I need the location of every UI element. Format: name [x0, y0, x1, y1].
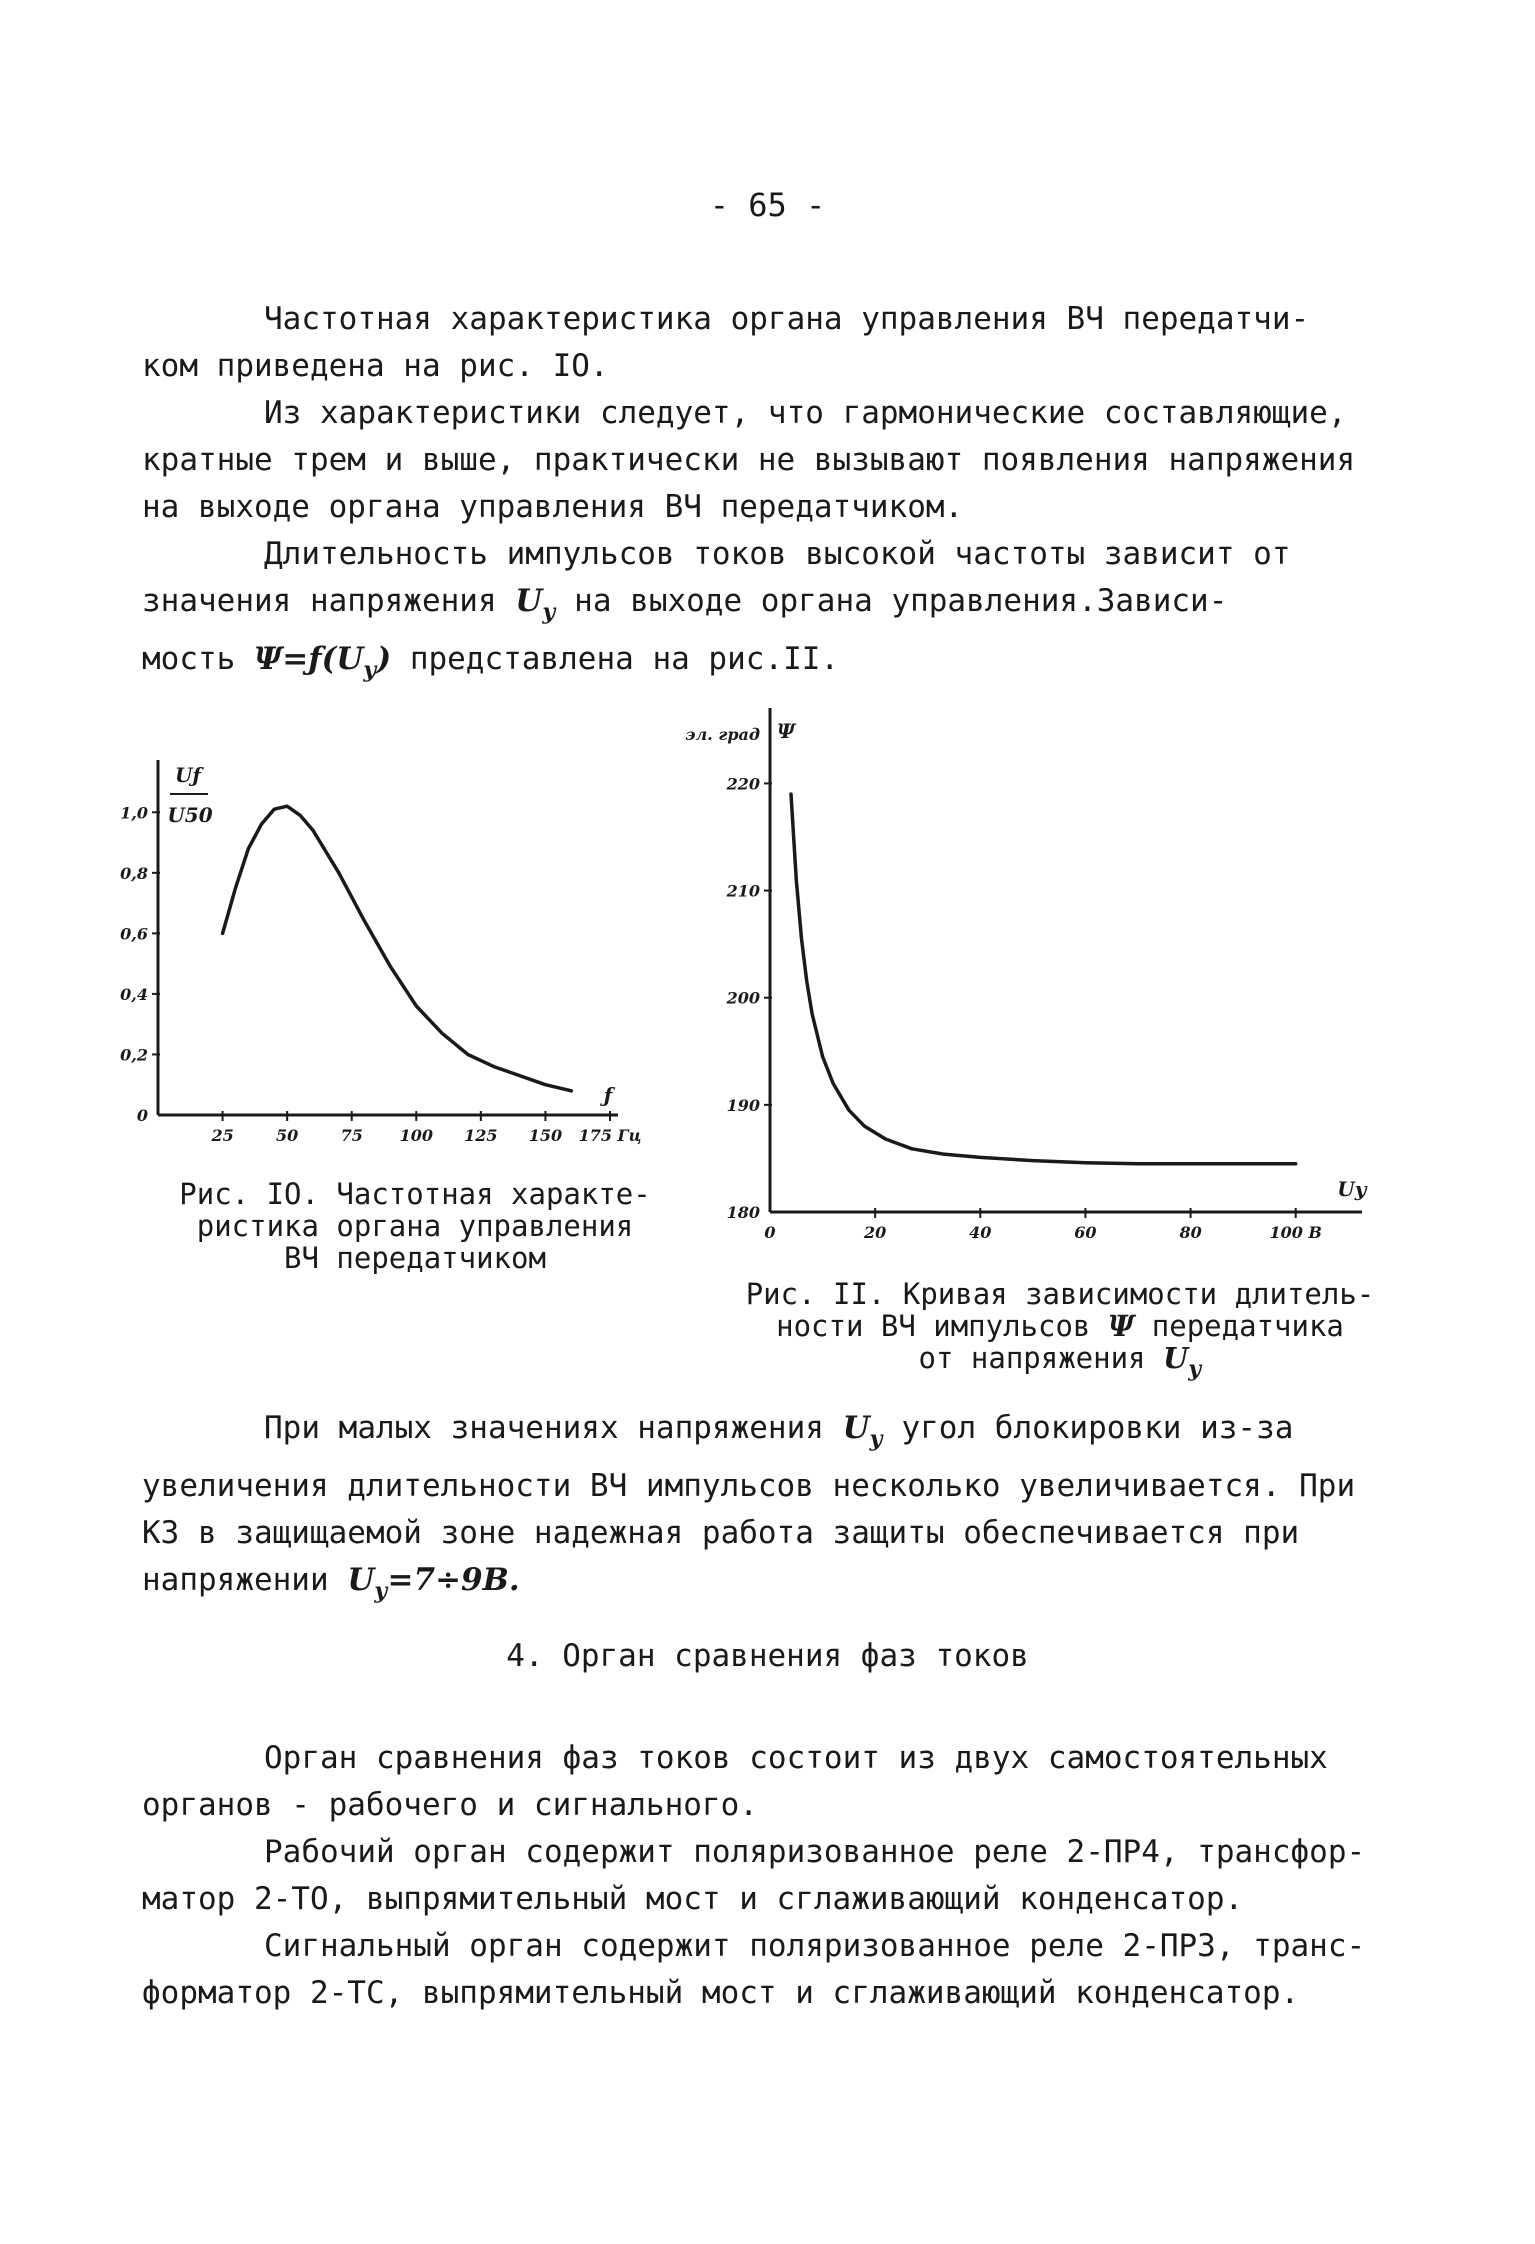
text-line: представлена на рис.II. [391, 641, 840, 677]
y-tick-label: 180 [726, 1203, 760, 1222]
text-line: Из характеристики следует, что гармонические составляющие, [264, 395, 1347, 431]
text-line: форматор 2-ТС, выпрямительный мост и сглаживающий конденсатор. [142, 1975, 1300, 2011]
x-tick-label: 150 [528, 1126, 563, 1145]
x-tick-label: 60 [1074, 1223, 1097, 1242]
math-u: U [842, 1410, 870, 1446]
text-line: напряжении [142, 1562, 348, 1598]
math-sub-y: у [1188, 1356, 1202, 1382]
text-line: на выходе органа управления ВЧ передатчиком. [142, 489, 964, 525]
text-line: матор 2-ТО, выпрямительный мост и сглаживающий конденсатор. [142, 1881, 1244, 1917]
caption-line: Рис. II. Кривая зависимости длитель- [745, 1277, 1375, 1311]
math-voltage-range: =7÷9В. [387, 1562, 520, 1598]
text-line: угол блокировки из-за [882, 1410, 1294, 1446]
page-number: - 65 - [709, 186, 826, 224]
caption-line: от напряжения [918, 1341, 1163, 1375]
y-tick-label: 0,2 [120, 1045, 148, 1065]
paragraph-phase-comparison [142, 1735, 1402, 1829]
math-sub-y: у [374, 1578, 388, 1604]
caption-line: ности ВЧ импульсов [776, 1309, 1108, 1343]
math-u: U [1162, 1341, 1189, 1375]
x-tick-label: 50 [276, 1126, 299, 1145]
y-tick-label: 0 [136, 1106, 148, 1125]
paragraph-low-voltage [142, 1405, 1402, 1615]
y-tick-label: 0,4 [120, 984, 148, 1004]
x-axis-label: ƒ [603, 1083, 613, 1107]
x-tick-label: 40 [969, 1223, 992, 1242]
y-tick-label: 0,8 [120, 863, 148, 883]
x-tick-label: 0 [764, 1223, 776, 1242]
y-tick-label: 220 [726, 774, 760, 794]
text-line: кратные трем и выше, практически не вызывают появления напряжения [142, 442, 1356, 478]
x-tick-label: 80 [1179, 1223, 1202, 1242]
y-tick-label: 0,6 [120, 924, 148, 944]
y-tick-label: 200 [726, 988, 760, 1008]
x-tick-label: 75 [340, 1126, 363, 1145]
caption-line: передатчика [1134, 1309, 1344, 1343]
paragraph-working-organ [142, 1829, 1402, 1923]
math-sub-y: у [869, 1426, 883, 1452]
caption-line: ристика органа управления [196, 1209, 634, 1243]
text-line: Сигнальный орган содержит поляризованное реле 2-ПР3, транс- [264, 1928, 1366, 1964]
y-axis-unit: эл. град [685, 725, 760, 744]
x-tick-label: 125 [464, 1126, 498, 1145]
psi-symbol: Ψ [1107, 1309, 1135, 1343]
series-line [791, 794, 1296, 1164]
text-line: мость [142, 641, 254, 677]
x-tick-label: 100 В [1269, 1223, 1322, 1242]
math-sub-y: у [363, 657, 377, 683]
text-line: на выходе органа управления.Зависи- [555, 583, 1228, 619]
y-axis-label: Ψ [776, 719, 796, 743]
math-u: U [515, 583, 543, 619]
y-tick-label: 1,0 [120, 803, 148, 823]
text-line: При малых значениях напряжения [264, 1410, 843, 1446]
text-line: значения напряжения [142, 583, 516, 619]
x-tick-label: 100 [399, 1126, 433, 1145]
math-close-paren: ) [376, 641, 392, 677]
math-u: U [347, 1562, 375, 1598]
caption-line: ВЧ передатчиком [284, 1241, 546, 1275]
text-line: увеличения длительности ВЧ импульсов несколько увеличивается. При [142, 1468, 1356, 1504]
x-axis-label: Uу [1337, 1177, 1367, 1201]
text-line: Частотная характеристика органа управления ВЧ передатчи- [264, 301, 1310, 337]
y-axis-label-numerator: Uƒ [174, 763, 202, 787]
y-axis-label-denominator: U50 [167, 803, 213, 827]
caption-line: Рис. IO. Частотная характе- [179, 1177, 651, 1211]
figure-11-caption [700, 1278, 1420, 1385]
y-tick-label: 190 [726, 1095, 760, 1115]
text-line: Орган сравнения фаз токов состоит из двух самостоятельных [264, 1740, 1328, 1776]
paragraph-signal-organ [142, 1923, 1402, 2017]
math-sub-y: у [542, 599, 556, 625]
x-tick-label: 25 [211, 1126, 234, 1145]
text-line: Рабочий орган содержит поляризованное реле 2-ПР4, трансфор- [264, 1834, 1366, 1870]
text-line: Длительность импульсов токов высокой частоты зависит от [264, 536, 1291, 572]
section-heading: 4. Орган сравнения фаз токов [506, 1638, 1029, 1674]
text-line: ком приведена на рис. IO. [142, 348, 609, 384]
text-line: органов - рабочего и сигнального. [142, 1787, 758, 1823]
y-tick-label: 210 [726, 881, 760, 901]
x-tick-label: 20 [864, 1223, 887, 1242]
x-tick-label: 175 Гц [578, 1126, 642, 1145]
math-psi-function: Ψ=ƒ(U [253, 641, 364, 677]
text-line: КЗ в защищаемой зоне надежная работа защиты обеспечивается при [142, 1515, 1300, 1551]
